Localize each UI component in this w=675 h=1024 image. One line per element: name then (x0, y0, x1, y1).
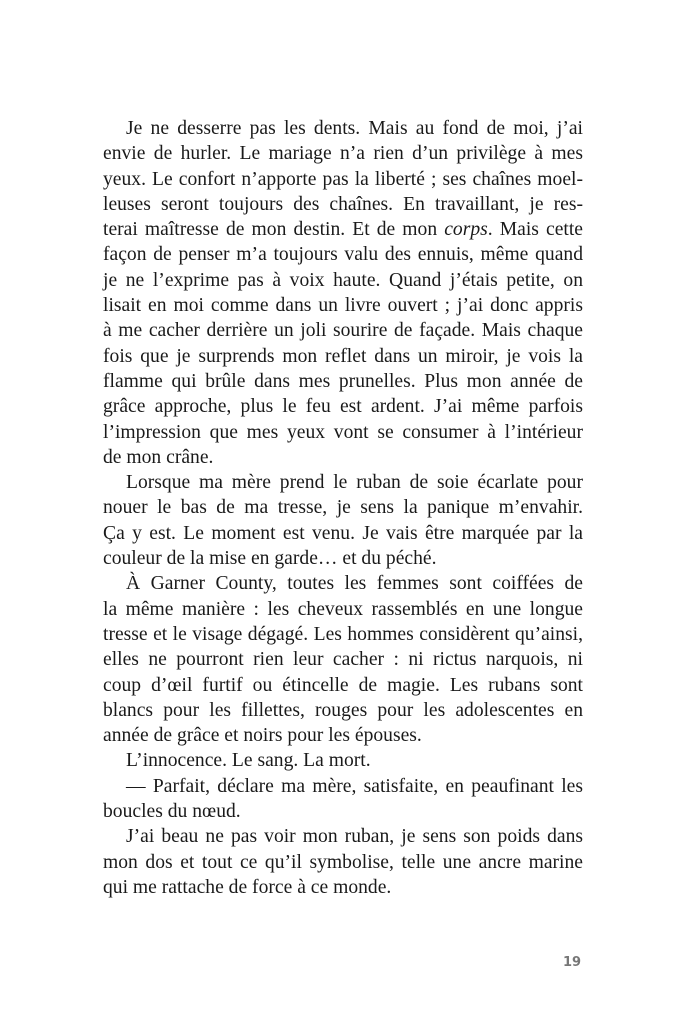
text-line: l’impression que mes yeux vont se consumer à l’intérieur (103, 421, 583, 443)
text-line (103, 217, 583, 242)
text-line: L’innocence. Le sang. La mort. (126, 750, 371, 772)
text-line: tresse et le visage dégagé. Les hommes considèrent qu’ainsi, (103, 623, 583, 645)
text-line: blancs pour les fillettes, rouges pour les adolescentes en (103, 699, 583, 721)
text-line: Ça y est. Le moment est venu. Je vais être marquée par la (103, 522, 583, 544)
text-line: façon de penser m’a toujours valu des ennuis, même quand (103, 244, 583, 266)
text-line: envie de hurler. Le mariage n’a rien d’un privilège à mes (103, 143, 583, 165)
paragraph (103, 824, 583, 900)
text-line: de mon crâne. (103, 446, 214, 468)
text-line: couleur de la mise en garde… et du péché. (103, 548, 437, 570)
text-segment: terai maîtresse de mon destin. Et de mon (103, 219, 445, 241)
text-line: la même manière : les cheveux rassemblés en une longue (103, 598, 583, 620)
text-line: je ne l’exprime pas à voix haute. Quand j’étais petite, on (103, 269, 583, 291)
text-line: fois que je surprends mon reflet dans un miroir, je vois la (103, 345, 583, 367)
paragraph (103, 774, 583, 825)
text-line: qui me rattache de force à ce monde. (103, 876, 392, 898)
text-line: boucles du nœud. (103, 801, 241, 823)
text-line: yeux. Le confort n’apporte pas la liberté ; ses chaînes moel- (103, 168, 583, 190)
italic-word: corps (444, 219, 488, 241)
text-line: Je ne desserre pas les dents. Mais au fond de moi, j’ai (126, 118, 583, 139)
page-number: 19 (563, 955, 582, 970)
text-line: lisait en moi comme dans un livre ouvert ; j’ai donc appris (103, 295, 583, 317)
body-text (103, 116, 583, 900)
text-line: leuses seront toujours des chaînes. En travaillant, je res- (103, 193, 583, 215)
text-line: mon dos et tout ce qu’il symbolise, telle une ancre marine (103, 851, 583, 873)
paragraph (103, 571, 583, 748)
text-line: elles ne pourront rien leur cacher : ni rictus narquois, ni (103, 649, 583, 671)
paragraph (103, 748, 583, 773)
text-line: à me cacher derrière un joli sourire de façade. Mais chaque (103, 320, 583, 342)
text-line: grâce approche, plus le feu est ardent. J’ai même parfois (103, 396, 583, 418)
text-line: À Garner County, toutes les femmes sont coiffées de (126, 573, 583, 595)
text-line: — Parfait, déclare ma mère, satisfaite, en peaufinant les (126, 775, 583, 797)
text-line: J’ai beau ne pas voir mon ruban, je sens son poids dans (126, 826, 583, 848)
text-line: année de grâce et noirs pour les épouses. (103, 725, 422, 747)
text-segment: . Mais cette (487, 219, 583, 241)
text-line: nouer le bas de ma tresse, je sens la panique m’envahir. (103, 497, 583, 519)
text-line: coup d’œil furtif ou étincelle de magie. Les rubans sont (103, 674, 583, 696)
text-line: Lorsque ma mère prend le ruban de soie écarlate pour (126, 472, 583, 494)
paragraph (103, 470, 583, 571)
text-line: flamme qui brûle dans mes prunelles. Plus mon année de (103, 370, 583, 392)
paragraph (103, 116, 583, 470)
